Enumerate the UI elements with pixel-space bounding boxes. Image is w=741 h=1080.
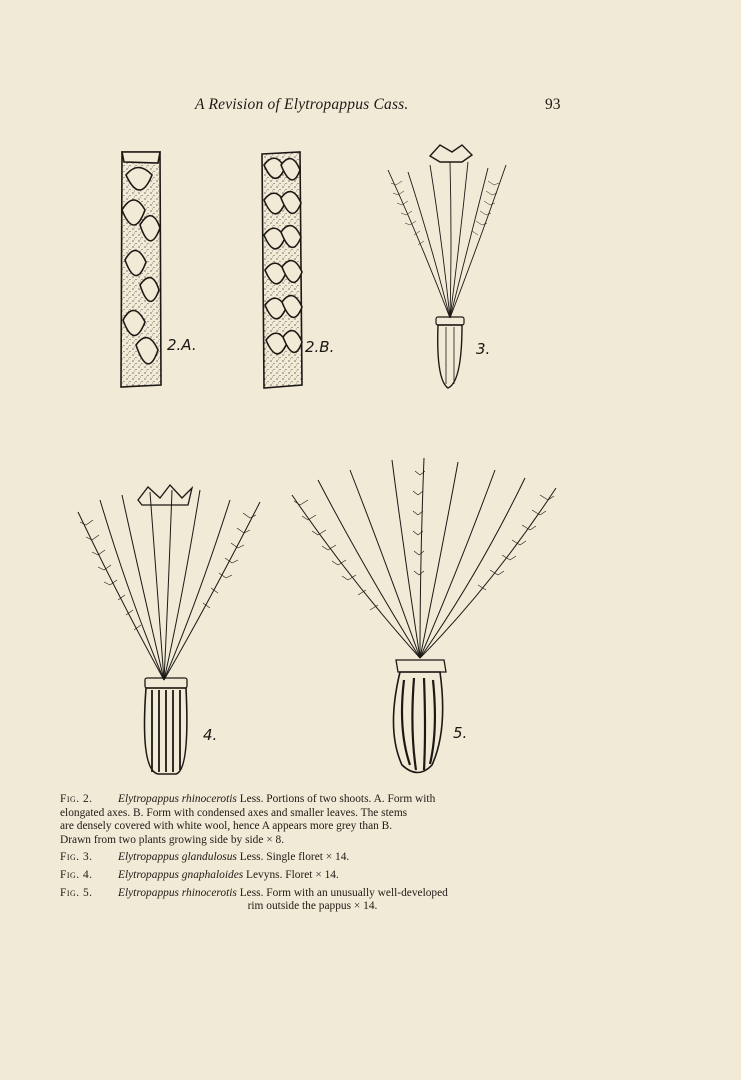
caption-fig-5-text: Less. Form with an unusually well-developed xyxy=(236,886,448,899)
page-number: 93 xyxy=(545,96,561,113)
running-title: A Revision of Elytropappus Cass. xyxy=(195,96,409,113)
caption-fig-4-text: Levyns. Floret × 14. xyxy=(243,868,339,881)
figure-2b-label: 2.B. xyxy=(305,338,335,356)
caption-fig-2 xyxy=(60,793,565,847)
figure-2a-shoot-drawing xyxy=(121,152,161,387)
caption-fig-2-number: Fig. 2. xyxy=(60,793,93,805)
caption-fig-4-species: Elytropappus gnaphaloides xyxy=(118,868,244,881)
caption-fig-5-number: Fig. 5. xyxy=(60,886,93,899)
caption-fig-4-number: Fig. 4. xyxy=(60,868,93,881)
caption-fig-5-species: Elytropappus rhinocerotis xyxy=(118,886,237,899)
figure-2b-shoot-drawing xyxy=(262,152,302,388)
figure-4-label: 4. xyxy=(203,726,218,744)
figure-2a-label: 2.A. xyxy=(167,336,197,354)
caption-fig-3 xyxy=(60,851,565,865)
caption-fig-5 xyxy=(60,887,565,914)
figure-captions xyxy=(60,793,565,918)
caption-fig-2-line-3: are densely covered with white wool, hence A appears more grey than B. xyxy=(60,820,393,833)
figure-5-floret-drawing xyxy=(292,458,556,773)
figure-3-label: 3. xyxy=(476,340,491,358)
caption-fig-2-species: Elytropappus rhinocerotis xyxy=(118,793,237,805)
caption-fig-4 xyxy=(60,869,565,883)
caption-fig-3-species: Elytropappus glandulosus xyxy=(118,851,237,864)
caption-fig-2-line-2: elongated axes. B. Form with condensed axes and smaller leaves. The stems xyxy=(60,806,408,819)
caption-fig-3-text: Less. Single floret × 14. xyxy=(236,851,350,864)
figure-5-label: 5. xyxy=(453,724,468,742)
caption-fig-2-text: Less. Portions of two shoots. A. Form with xyxy=(236,793,436,805)
figure-4-floret-drawing xyxy=(78,485,260,774)
caption-fig-2-line-4: Drawn from two plants growing side by side × 8. xyxy=(60,833,285,846)
caption-fig-5-line-2: rim outside the pappus × 14. xyxy=(247,900,378,913)
caption-fig-3-number: Fig. 3. xyxy=(60,851,93,864)
